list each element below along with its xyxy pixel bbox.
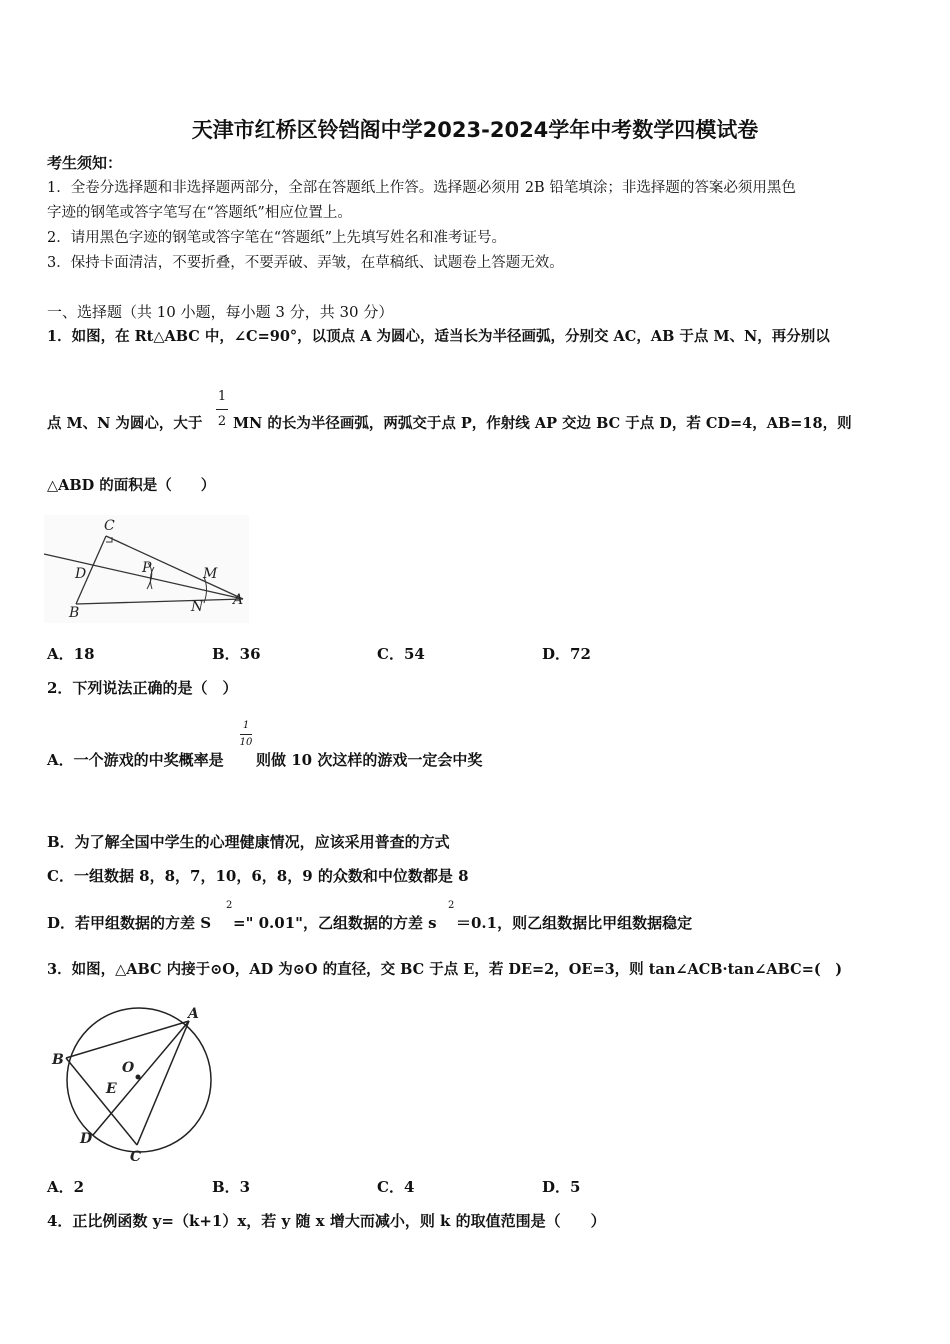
q2-option-a-pre[interactable]: A．一个游戏的中奖概率是	[47, 751, 224, 769]
q1-option-d[interactable]: D．72	[542, 645, 591, 663]
q1-option-a[interactable]: A．18	[47, 645, 95, 663]
q1-fraction-denominator: 2	[217, 414, 227, 429]
q3-stem: 3．如图，△ABC 内接于⊙O，AD 为⊙O 的直径，交 BC 于点 E，若 DE=2，OE=3，则 tan∠ACB·tan∠ABC=( )	[47, 961, 843, 978]
q2-option-b[interactable]: B．为了解全国中学生的心理健康情况，应该采用普查的方式	[47, 833, 450, 851]
q3-option-b[interactable]: B．3	[212, 1178, 251, 1196]
q3-label-a: A	[188, 1006, 199, 1022]
q2-sup-1: 2	[226, 900, 233, 911]
q1-label-d: D	[75, 566, 87, 582]
segment-ac	[137, 1021, 189, 1145]
page-title: 天津市红桥区铃铛阁中学2023-2024学年中考数学四模试卷	[191, 118, 759, 142]
q1-stem-line2-pre: 点 M、N 为圆心，大于	[47, 415, 203, 432]
q1-figure	[44, 515, 249, 623]
q1-fraction-numerator: 1	[217, 389, 227, 404]
q3-label-c: C	[130, 1149, 142, 1165]
q1-label-c: C	[104, 518, 115, 534]
segment-ab	[66, 1021, 189, 1058]
q4-stem: 4．正比例函数 y=（k+1）x，若 y 随 x 增大而减小，则 k 的取值范围是（ ）	[47, 1212, 606, 1230]
q3-label-o: O	[122, 1060, 135, 1076]
q2-option-d-part2[interactable]: =" 0.01"，乙组数据的方差 s	[233, 914, 437, 932]
q1-label-p: P	[142, 560, 152, 576]
q3-option-a[interactable]: A．2	[47, 1178, 85, 1196]
q3-label-e: E	[106, 1081, 117, 1097]
q1-option-c[interactable]: C．54	[377, 645, 425, 663]
q3-figure	[44, 1000, 224, 1170]
section-heading: 一、选择题（共 10 小题，每小题 3 分，共 30 分）	[47, 303, 394, 321]
q1-stem-line2-post: MN 的长为半径画弧，两弧交于点 P，作射线 AP 交边 BC 于点 D，若 CD=4，AB=18，则	[233, 415, 852, 432]
q3-label-b: B	[52, 1052, 64, 1068]
notice-item-1-cont: 字迹的钢笔或答字笔写在“答题纸”相应位置上。	[47, 205, 352, 221]
q2-fraction-bar	[240, 734, 252, 735]
q2-fraction-denominator: 10	[239, 737, 253, 748]
q3-option-d[interactable]: D．5	[542, 1178, 581, 1196]
q1-stem-line3: △ABD 的面积是（ ）	[47, 477, 216, 494]
notice-item-2: 2．请用黑色字迹的钢笔或答字笔在“答题纸”上先填写姓名和准考证号。	[47, 230, 507, 246]
q2-fraction-numerator: 1	[242, 720, 250, 731]
q2-option-c[interactable]: C．一组数据 8，8，7，10，6，8，9 的众数和中位数都是 8	[47, 867, 469, 885]
q1-fraction-bar	[216, 409, 228, 410]
q1-option-b[interactable]: B．36	[212, 645, 261, 663]
q2-stem: 2．下列说法正确的是（ ）	[47, 679, 238, 697]
q3-label-d: D	[80, 1131, 93, 1147]
q2-option-a-post[interactable]: 则做 10 次这样的游戏一定会中奖	[256, 751, 483, 769]
q1-label-b: B	[69, 605, 80, 621]
q2-option-d-part3[interactable]: ＝0.1，则乙组数据比甲组数据稳定	[456, 914, 693, 932]
notice-heading: 考生须知：	[47, 154, 123, 172]
q1-label-a: A	[233, 592, 244, 608]
notice-item-3: 3．保持卡面清洁，不要折叠，不要弄破、弄皱，在草稿纸、试题卷上答题无效。	[47, 255, 564, 271]
q1-stem-line1: 1．如图，在 Rt△ABC 中，∠C=90°，以顶点 A 为圆心，适当长为半径画弧，分别交 AC，AB 于点 M、N，再分别以	[47, 328, 830, 345]
q2-sup-2: 2	[448, 900, 455, 911]
center-point	[136, 1075, 141, 1080]
q1-label-n: N	[191, 599, 204, 615]
notice-item-1: 1．全卷分选择题和非选择题两部分，全部在答题纸上作答。选择题必须用 2B 铅笔填涂；非选择题的答案必须用黑色	[47, 180, 796, 196]
q3-option-c[interactable]: C．4	[377, 1178, 415, 1196]
q1-label-m: M	[203, 566, 218, 582]
q2-option-d-part1[interactable]: D．若甲组数据的方差 S	[47, 914, 212, 932]
diameter-ad	[93, 1021, 189, 1135]
